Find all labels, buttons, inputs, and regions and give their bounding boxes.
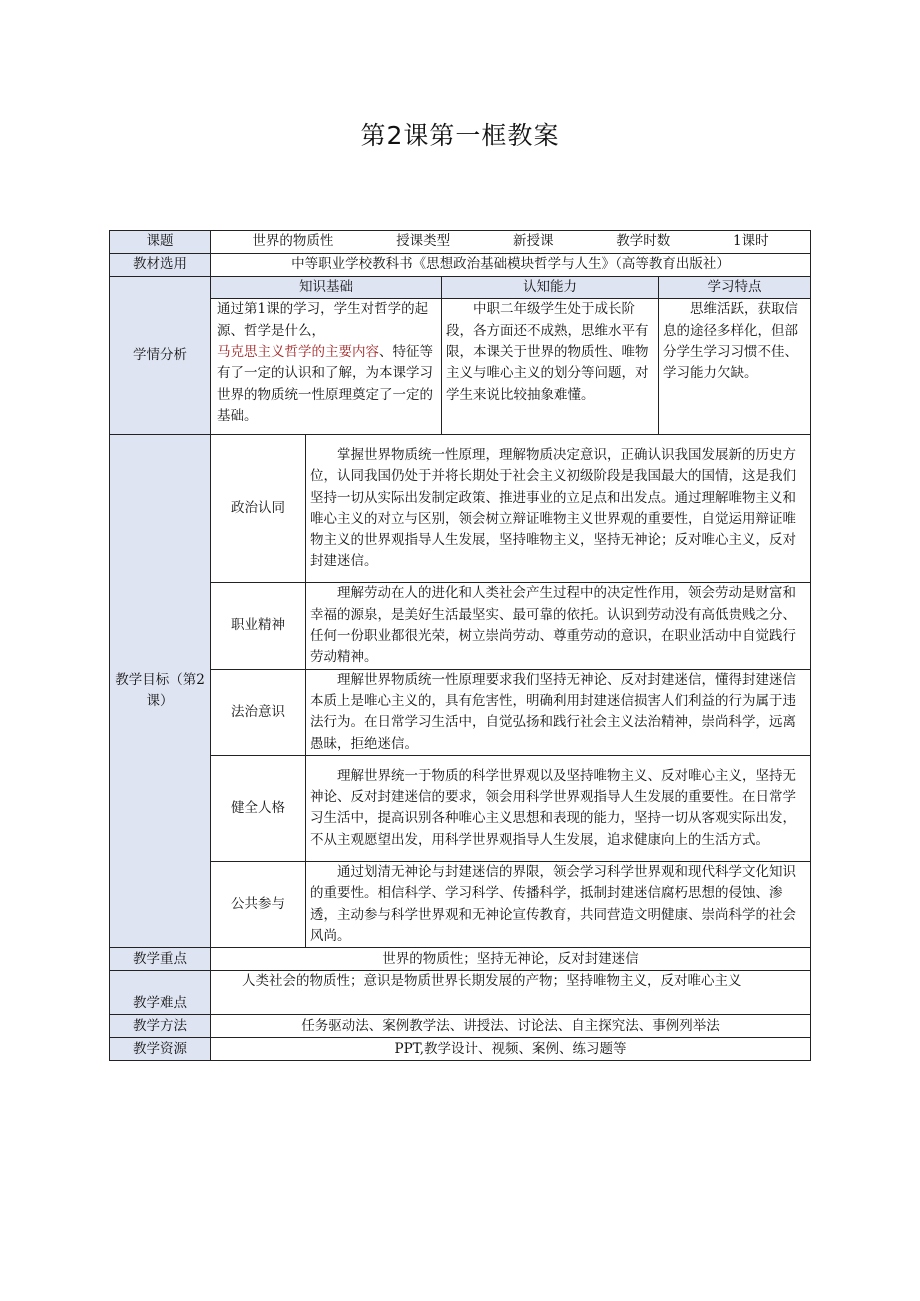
- type-label: 授课类型: [396, 233, 451, 250]
- page-title: 第2课第一框教案: [360, 121, 560, 150]
- objective-name: 政治认同: [211, 435, 306, 583]
- objective-row-1: [110, 583, 811, 669]
- objective-row-2: [110, 669, 811, 755]
- resources-value: PPT,教学设计、视频、案例、练习题等: [211, 1038, 811, 1061]
- resources-label: 教学资源: [110, 1038, 211, 1061]
- lesson-plan-table: [109, 230, 811, 1061]
- difficulties-row: [110, 971, 811, 1015]
- topic-info: [211, 231, 811, 254]
- objective-text: 理解世界统一于物质的科学世界观以及坚持唯物主义、反对唯心主义，坚持无神论、反对封建迷信的要求，领会用科学世界观指导人生发展的重要性。在日常学习生活中，提高识别各种唯心主义思想和表现的能力，坚持一切从客观实际出发，不从主观愿望出发，用科学世界观指导人生发展，追求健康向上的生活方式。: [306, 755, 811, 861]
- objective-name: 职业精神: [211, 583, 306, 669]
- difficulties-value: 人类社会的物质性；意识是物质世界长期发展的产物；坚持唯物主义，反对唯心主义: [211, 971, 811, 1015]
- analysis-header-row: [110, 277, 811, 299]
- objective-row-3: [110, 755, 811, 861]
- hours-label: 教学时数: [616, 233, 671, 250]
- header-cognition: 认知能力: [442, 277, 659, 299]
- methods-value: 任务驱动法、案例教学法、讲授法、讨论法、自主探究法、事例列举法: [211, 1015, 811, 1038]
- key-points-value: 世界的物质性；坚持无神论，反对封建迷信: [211, 948, 811, 971]
- methods-row: [110, 1015, 811, 1038]
- difficulties-label: 教学难点: [110, 971, 211, 1015]
- knowledge-text-a: 通过第1课的学习，学生对哲学的起源、哲学是什么，: [217, 301, 429, 339]
- key-points-row: [110, 948, 811, 971]
- resources-row: [110, 1038, 811, 1061]
- knowledge-text-b: 、特征等有了一定的认识和了解，为本课学习世界的物质统一性原理奠定了一定的基础。: [217, 343, 433, 424]
- objective-name: 法治意识: [211, 669, 306, 755]
- topic-value: 世界的物质性: [252, 233, 334, 250]
- objective-text: 理解世界物质统一性原理要求我们坚持无神论、反对封建迷信，懂得封建迷信本质上是唯心主义的，具有危害性，明确利用封建迷信损害人们利益的行为属于违法行为。在日常学习生活中，自觉弘扬和践行社会主义法治精神，崇尚科学，远离愚昧，拒绝迷信。: [306, 669, 811, 755]
- analysis-content-row: [110, 299, 811, 435]
- objective-text: 通过划清无神论与封建迷信的界限，领会学习科学世界观和现代科学文化知识的重要性。相信科学、学习科学、传播科学，抵制封建迷信腐朽思想的侵蚀、渗透，主动参与科学世界观和无神论宣传教育，共同营造文明健康、崇尚科学的社会风尚。: [306, 861, 811, 947]
- header-traits: 学习特点: [659, 277, 811, 299]
- knowledge-cell: [211, 299, 442, 435]
- topic-row: [110, 231, 811, 254]
- objectives-label: 教学目标（第2课）: [110, 435, 211, 948]
- objective-text: 掌握世界物质统一性原理，理解物质决定意识，正确认识我国发展新的历史方位，认同我国仍处于并将长期处于社会主义初级阶段是我国最大的国情，这是我们坚持一切从实际出发制定政策、推进事业的立足点和出发点。通过理解唯物主义和唯心主义的对立与区别，领会树立辩证唯物主义世界观的重要性，自觉运用辩证唯物主义的世界观指导人生发展，坚持唯物主义，坚持无神论；反对唯心主义，反对封建迷信。: [306, 435, 811, 583]
- hours-value: 1课时: [733, 233, 769, 250]
- objective-name: 公共参与: [211, 861, 306, 947]
- key-points-label: 教学重点: [110, 948, 211, 971]
- textbook-row: [110, 254, 811, 277]
- textbook-label: 教材选用: [110, 254, 211, 277]
- objective-row-0: [110, 435, 811, 583]
- textbook-value: 中等职业学校教科书《思想政治基础模块哲学与人生》（高等教育出版社）: [211, 254, 811, 277]
- objective-row-4: [110, 861, 811, 947]
- objective-name: 健全人格: [211, 755, 306, 861]
- traits-cell: 思维活跃，获取信息的途径多样化，但部分学生学习习惯不佳、学习能力欠缺。: [659, 299, 811, 435]
- type-value: 新授课: [512, 233, 554, 250]
- header-knowledge: 知识基础: [211, 277, 442, 299]
- knowledge-highlight: 马克思主义哲学的主要内容: [217, 343, 379, 360]
- cognition-cell: 中职二年级学生处于成长阶段，各方面还不成熟，思维水平有限，本课关于世界的物质性、唯物主义与唯心主义的划分等问题，对学生来说比较抽象难懂。: [442, 299, 659, 435]
- methods-label: 教学方法: [110, 1015, 211, 1038]
- objective-text: 理解劳动在人的进化和人类社会产生过程中的决定性作用，领会劳动是财富和幸福的源泉，是美好生活最坚实、最可靠的依托。认识到劳动没有高低贵贱之分、任何一份职业都很光荣，树立崇尚劳动、尊重劳动的意识，在职业活动中自觉践行劳动精神。: [306, 583, 811, 669]
- analysis-label: 学情分析: [110, 277, 211, 435]
- topic-label: 课题: [110, 231, 211, 254]
